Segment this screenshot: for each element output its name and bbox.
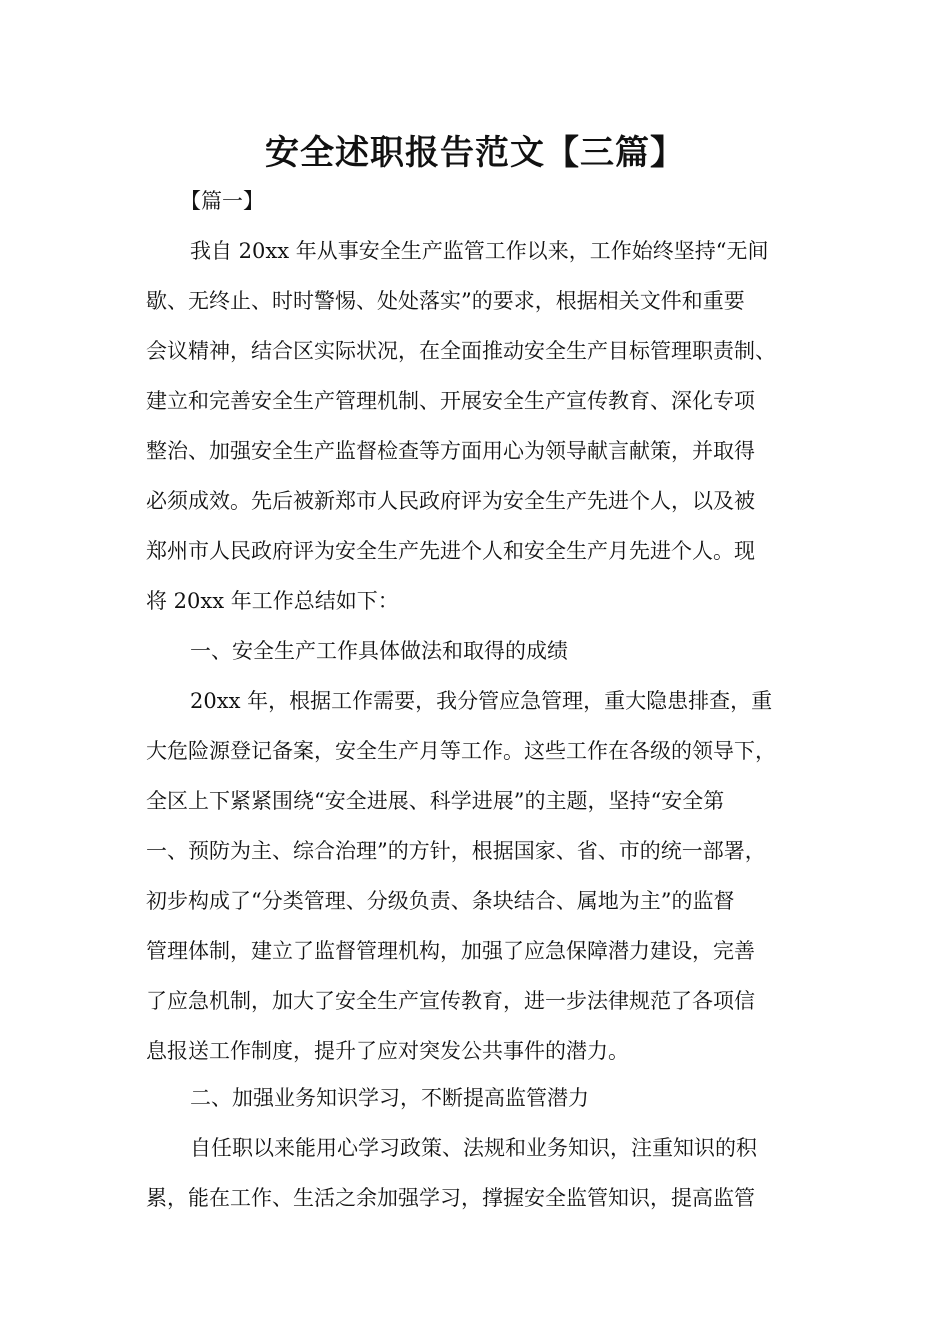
paragraph-line: 郑州市人民政府评为安全生产先进个人和安全生产月先进个人。现 — [146, 539, 755, 563]
section-heading: 二、加强业务知识学习，不断提高监管潜力 — [190, 1086, 589, 1110]
paragraph-line: 初步构成了“分类管理、分级负责、条块结合、属地为主”的监督 — [146, 889, 735, 913]
section-label: 【篇一】 — [180, 189, 264, 213]
paragraph-line: 累，能在工作、生活之余加强学习，撑握安全监管知识，提高监管 — [146, 1186, 755, 1210]
paragraph-line: 一、预防为主、综合治理”的方针，根据国家、省、市的统一部署， — [146, 839, 766, 863]
paragraph-line: 将 20xx 年工作总结如下： — [146, 589, 399, 613]
paragraph-line: 歇、无终止、时时警惕、处处落实”的要求，根据相关文件和重要 — [146, 289, 745, 313]
paragraph-line: 我自 20xx 年从事安全生产监管工作以来，工作始终坚持“无间 — [190, 239, 769, 263]
paragraph-line: 全区上下紧紧围绕“安全进展、科学进展”的主题，坚持“安全第 — [146, 789, 725, 813]
section-heading: 一、安全生产工作具体做法和取得的成绩 — [190, 639, 568, 663]
document-title: 安全述职报告范文【三篇】 — [265, 133, 685, 173]
paragraph-line: 大危险源登记备案，安全生产月等工作。这些工作在各级的领导下， — [146, 739, 776, 763]
paragraph-line: 管理体制，建立了监督管理机构，加强了应急保障潜力建设，完善 — [146, 939, 755, 963]
paragraph-line: 必须成效。先后被新郑市人民政府评为安全生产先进个人，以及被 — [146, 489, 755, 513]
paragraph-line: 整治、加强安全生产监督检查等方面用心为领导献言献策，并取得 — [146, 439, 755, 463]
paragraph-line: 20xx 年，根据工作需要，我分管应急管理，重大隐患排查，重 — [190, 689, 773, 713]
paragraph-line: 建立和完善安全生产管理机制、开展安全生产宣传教育、深化专项 — [146, 389, 755, 413]
paragraph-line: 息报送工作制度，提升了应对突发公共事件的潜力。 — [146, 1039, 629, 1063]
paragraph-line: 自任职以来能用心学习政策、法规和业务知识，注重知识的积 — [190, 1136, 757, 1160]
paragraph-line: 会议精神，结合区实际状况，在全面推动安全生产目标管理职责制、 — [146, 339, 776, 363]
paragraph-line: 了应急机制，加大了安全生产宣传教育，进一步法律规范了各项信 — [146, 989, 755, 1013]
